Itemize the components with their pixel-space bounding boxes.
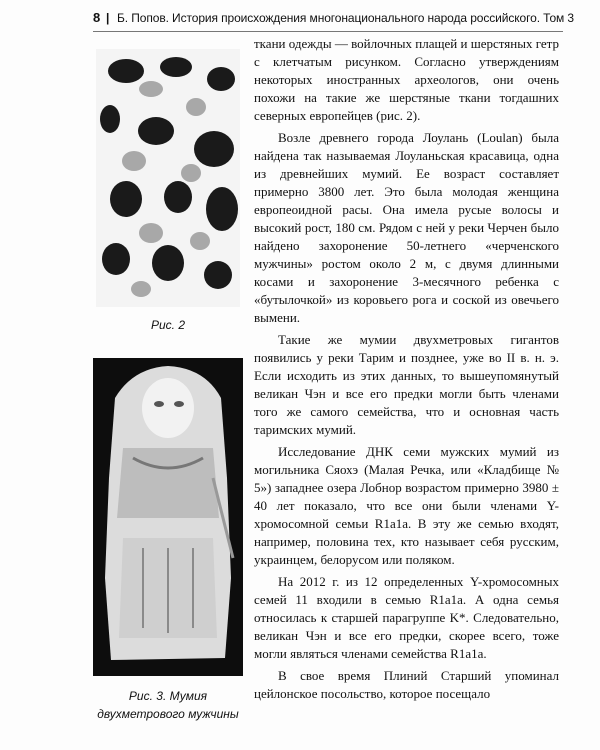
paragraph: Возле древнего города Лоулань (Loulan) была найдена так называемая Лоуланьская красавица, одна из древнейших мумий. Ее возраст составляет примерно 3800 лет. Это была молодая женщина европеоидной расы. Она имела русые волосы и высокий рост, 180 см. Рядом с ней у реки Черчен было найдено захоронение 50-летнего «черченского мужчины» ростом около 2 м, с двумя длинными косами и захоронение 3-месячного ребенка с «бутылочкой» из коровьего рога и соской из овечьего вымени. bbox=[254, 130, 559, 325]
header-rule bbox=[93, 31, 563, 32]
figure-3-caption-line2: двухметрового мужчины bbox=[97, 707, 239, 721]
paragraph: ткани одежды — войлочных плащей и шерстяных гетр с клетчатым рисунком. Согласно утверждениям некоторых иностранных археологов, они очень похожи на такие же шерстяные ткани тогдашних северных европейцев (рис. 2). bbox=[254, 36, 559, 123]
paragraph: Такие же мумии двухметровых гигантов появились у реки Тарим и позднее, уже во II в. н. э. Если исходить из этих данных, то вышеупомянутый великан Чэн и все его предки могли быть членами того же самого семейства, что и основная часть таримских мумий. bbox=[254, 332, 559, 437]
paragraph: На 2012 г. из 12 определенных Y-хромосомных семей 11 входили в семью R1a1a. А одна семья относилась к старшей парагруппе K*. Следовательно, великан Чэн и все его предки, скорее всего, тоже могли являться членами семейства R1a1a. bbox=[254, 574, 559, 661]
figure-3-mummy-image bbox=[93, 358, 243, 676]
header-separator: | bbox=[106, 11, 110, 25]
figure-2-textile-image bbox=[96, 49, 240, 307]
page-number: 8 bbox=[93, 10, 101, 25]
paragraph: В свое время Плиний Старший упоминал цейлонское посольство, которое посещало bbox=[254, 668, 559, 701]
running-title: Б. Попов. История происхождения многонационального народа российского. Том 3 bbox=[117, 11, 574, 25]
figure-2-caption: Рис. 2 bbox=[150, 318, 186, 332]
running-header bbox=[93, 10, 574, 32]
figure-3-caption bbox=[88, 687, 248, 723]
body-text-column bbox=[254, 35, 559, 707]
figure-3-caption-line1: Рис. 3. Мумия bbox=[128, 689, 208, 703]
paragraph: Исследование ДНК семи мужских мумий из могильника Сяохэ (Малая Речка, или «Кладбище № 5») западнее озера Лобнор возрастом примерно 3980 ± 40 лет показало, что все они были членами Y-хромосомной семьи R1a1a. В эту же семью входят, например, половина тех, кто называет себя русским, украинцем, белорусом или поляком. bbox=[254, 444, 559, 567]
